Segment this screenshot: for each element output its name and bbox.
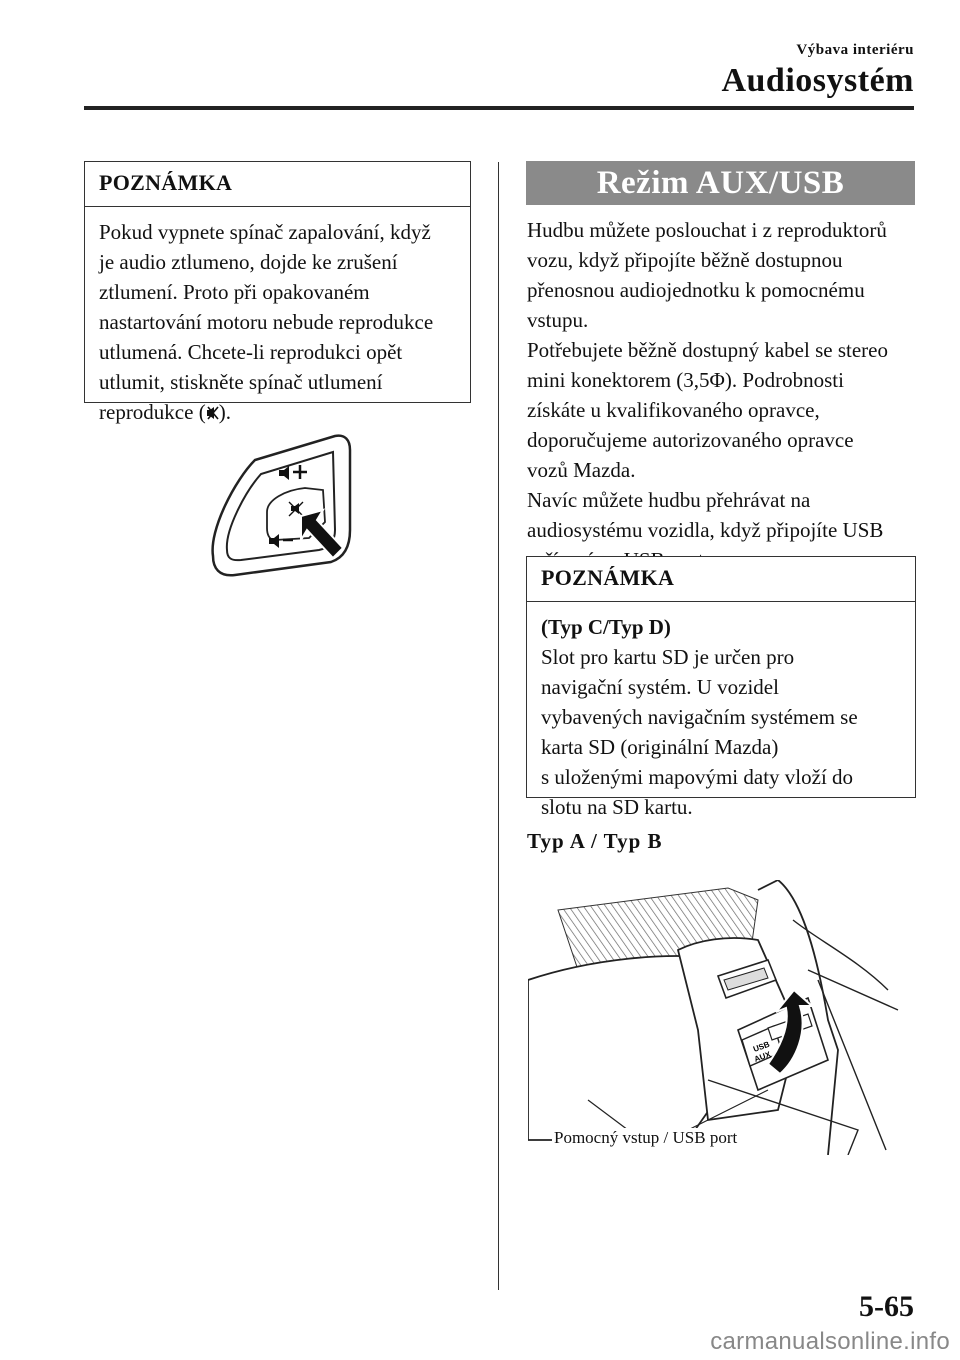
subsection-heading: Typ A / Typ B — [527, 829, 663, 853]
note-box-right — [526, 556, 916, 819]
paragraph-line: mini konektorem (3,5Φ). Podrobnosti — [527, 368, 844, 392]
section-paragraph — [527, 215, 917, 575]
port-label-aux: AUX — [752, 1049, 772, 1064]
note-line: Slot pro kartu SD je určen pro — [541, 645, 795, 669]
note-subheading: (Typ C/Typ D) — [541, 615, 671, 639]
mute-icon — [206, 405, 219, 421]
note-text: reprodukce ( — [99, 400, 206, 424]
note-box-left — [84, 161, 471, 424]
note-line: slotu na SD kartu. — [541, 795, 693, 819]
paragraph-line: Navíc můžete hudbu přehrávat na — [527, 488, 811, 512]
note-line: karta SD (originální Mazda) — [541, 735, 779, 759]
header-rule — [84, 106, 914, 110]
paragraph-line: vozů Mazda. — [527, 458, 636, 482]
page-title: Audiosystém — [721, 62, 914, 99]
figure-caption: Pomocný vstup / USB port — [554, 1128, 738, 1147]
port-label-usb: USB — [751, 1039, 771, 1054]
note-body — [85, 207, 470, 441]
note-line: nastartování motoru nebude reprodukce — [99, 310, 434, 334]
paragraph-line: audiosystému vozidla, když připojíte USB — [527, 518, 884, 542]
note-line: s uloženými mapovými daty vloží do — [541, 765, 854, 789]
note-line: navigační systém. U vozidel — [541, 675, 779, 699]
column-divider — [498, 162, 499, 1290]
note-line: je audio ztlumeno, dojde ke zrušení — [99, 250, 398, 274]
paragraph-line: získáte u kvalifikovaného opravce, — [527, 398, 820, 422]
note-line: ztlumení. Proto při opakovaném — [99, 280, 370, 304]
note-heading: POZNÁMKA — [85, 162, 470, 207]
note-heading: POZNÁMKA — [527, 557, 915, 602]
section-banner: Režim AUX/USB — [526, 161, 915, 205]
header-section: Výbava interiéru — [796, 42, 914, 58]
note-body — [527, 602, 915, 836]
note-line-last — [99, 397, 456, 427]
note-line: Pokud vypnete spínač zapalování, když — [99, 220, 431, 244]
paragraph-line: Hudbu můžete poslouchat i z reproduktorů — [527, 218, 887, 242]
page-number: 5-65 — [859, 1290, 914, 1323]
paragraph-line: doporučujeme autorizovaného opravce — [527, 428, 854, 452]
paragraph-line: vstupu. — [527, 308, 589, 332]
note-text: ). — [218, 400, 231, 424]
note-line: utlumit, stiskněte spínač utlumení — [99, 370, 383, 394]
paragraph-line: vozu, když připojíte běžně dostupnou — [527, 248, 843, 272]
watermark: carmanualsonline.info — [710, 1328, 950, 1355]
console-port-illustration — [528, 880, 918, 1155]
paragraph-line: Potřebujete běžně dostupný kabel se stereo — [527, 338, 888, 362]
paragraph-line: přenosnou audiojednotku k pomocnému — [527, 278, 865, 302]
note-line: vybavených navigačním systémem se — [541, 705, 858, 729]
note-line: utlumená. Chcete-li reprodukci opět — [99, 340, 403, 364]
steering-switch-illustration — [205, 430, 355, 600]
